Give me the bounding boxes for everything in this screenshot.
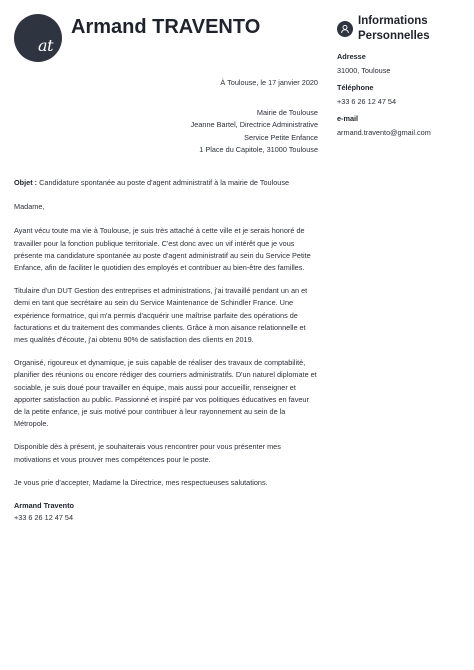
logo-initials: at (38, 36, 53, 55)
object-line (14, 177, 318, 189)
personal-info-sidebar (337, 14, 467, 137)
sidebar-header (337, 14, 467, 44)
paragraph: Ayant vécu toute ma vie à Toulouse, je suis très attaché à cette ville et je serais honoré de travailler pour la fonction publique territoriale. C'est donc avec un vif intérêt que je vous présente ma candidature spontanée au poste d'agent administratif au sein du Service Petite Enfance, afin de faciliter le quotidien des employés et contribuer au bien-être des familles. (14, 226, 311, 273)
sidebar-title-line1: Informations (358, 15, 428, 27)
signature-phone: +33 6 26 12 47 54 (14, 513, 74, 523)
sidebar-title (358, 14, 430, 44)
address-label: Adresse (337, 52, 366, 61)
phone-label: Téléphone (337, 83, 374, 92)
user-icon (337, 21, 353, 37)
object-label: Objet : (14, 178, 38, 188)
object-text: Candidature spontanée au poste d'agent administratif à la mairie de Toulouse (37, 178, 290, 188)
paragraph: Disponible dès à présent, je souhaiterais vous rencontrer pour vous présenter mes motivations et vous prouver mes compétences pour le poste. (14, 442, 281, 464)
phone-field (337, 83, 467, 106)
paragraph: Organisé, rigoureux et dynamique, je suis capable de réaliser des travaux de comptabilité, planifier des réunions ou encore rédiger des courriers administratifs. D'un naturel diplomate et sociable, je suis doué pour travailler en équipe, mais aussi pour accueillir, renseigner et apporter satisfaction au public. Passionné et inspiré par vos politiques éducatives en faveur de la petite enfance, je suis motivé pour contribuer à leur rayonnement au sein de la Métropole. (14, 358, 317, 429)
email-value: armand.travento@gmail.com (337, 128, 431, 137)
monogram-logo (14, 14, 62, 62)
paragraph: Je vous prie d'accepter, Madame la Directrice, mes respectueuses salutations. (14, 477, 268, 487)
sidebar-title-line2: Personnelles (358, 30, 430, 42)
candidate-name: Armand TRAVENTO (71, 16, 261, 38)
email-label: e-mail (337, 114, 359, 123)
date-line: À Toulouse, le 17 janvier 2020 (220, 78, 318, 87)
recipient-line: Mairie de Toulouse (256, 108, 318, 118)
letter-body (14, 77, 318, 524)
recipient-line: Service Petite Enfance (244, 132, 318, 142)
recipient-line: 1 Place du Capitole, 31000 Toulouse (199, 144, 318, 154)
recipient-line: Jeanne Bartel, Directrice Administrative (190, 120, 318, 130)
signature-name: Armand Travento (14, 501, 75, 511)
salutation: Madame, (14, 202, 45, 212)
address-value: 31000, Toulouse (337, 66, 391, 75)
address-field (337, 52, 467, 75)
phone-value: +33 6 26 12 47 54 (337, 97, 397, 106)
paragraph: Titulaire d'un DUT Gestion des entreprises et administrations, j'ai travaillé pendant un an et demi en tant que secrétaire au sein du Service Maintenance de Schindler France. Une expérience formatrice, qui m'a permis d'acquérir une maîtrise parfaite des opérations de facturations et du traitement des commandes clients. Grâce à mon aisance relationnelle et mes qualités d'écoute, j'ai obtenu 90% de satisfaction des clients en 2019. (14, 286, 308, 345)
email-field (337, 114, 467, 137)
user-icon-glyph (340, 24, 350, 34)
